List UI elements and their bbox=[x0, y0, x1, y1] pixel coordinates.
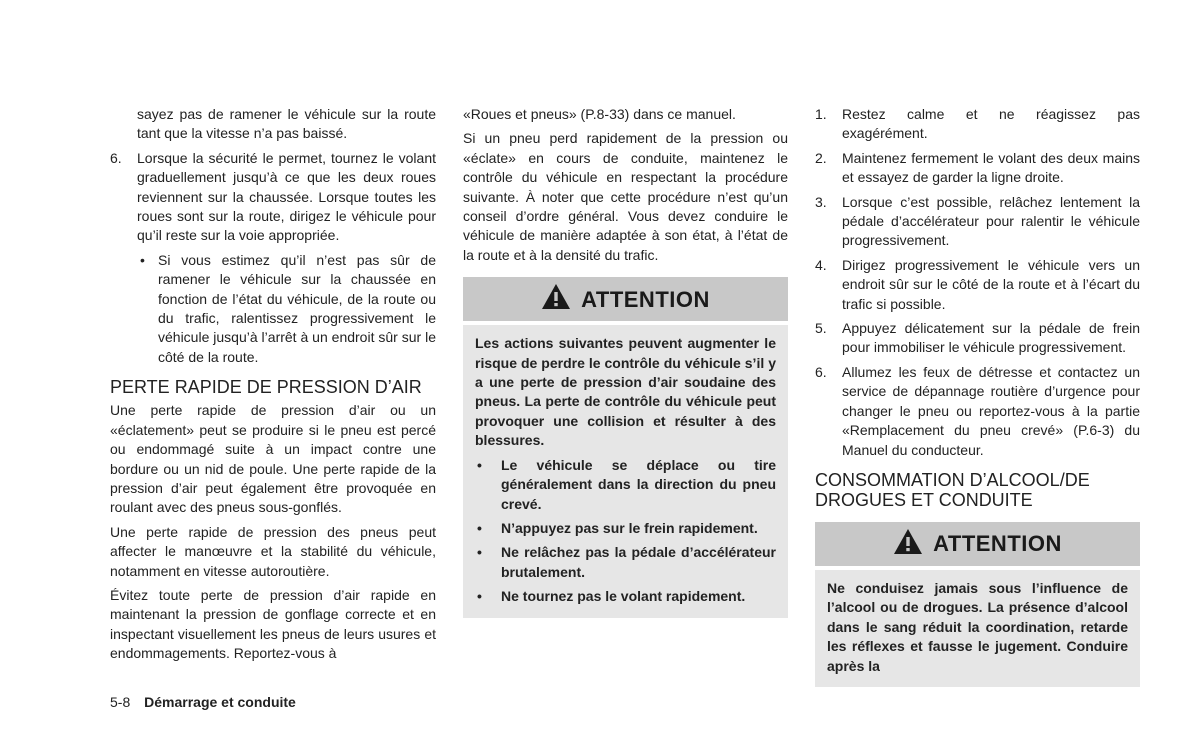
list-item-6 bbox=[815, 363, 1140, 460]
bullet-text: Si vous estimez qu’il n’est pas sûr de ramener le véhicule sur la chaussée en fonction de l’état du véhicule, de la route ou du trafic, ralentissez progressivement le véhicule jusqu’à l’arrêt à un endroit sûr sur le côté de la route. bbox=[158, 251, 436, 365]
warning-bullet-text: Ne relâchez pas la pédale d’accélérateur brutalement. bbox=[501, 544, 776, 580]
section-heading: CONSOMMATION D’ALCOOL/DE DROGUES ET CONDUITE bbox=[815, 469, 1090, 510]
warning-bullet bbox=[475, 519, 776, 538]
list-number: 6. bbox=[815, 363, 827, 380]
list-item-5 bbox=[815, 319, 1140, 358]
warning-intro: Les actions suivantes peuvent augmenter le risque de perdre le contrôle du véhicule s’il y a une perte de pression d’air soudaine des pneus. La perte de contrôle du véhicule peut provoquer une collision et résulter à des blessures. bbox=[475, 335, 776, 449]
warning-bullet-text: N’appuyez pas sur le frein rapidement. bbox=[501, 519, 758, 536]
warning-body bbox=[463, 325, 788, 617]
page-number: 5-8 bbox=[110, 694, 131, 710]
bullet-dot: • bbox=[140, 251, 145, 268]
list-number: 5. bbox=[815, 320, 827, 337]
paragraph: Évitez toute perte de pression d’air rapide en maintenant la pression de gonflage correcte et en inspectant visuellement les pneus de leurs usures et endommagements. Reportez-vous à bbox=[110, 586, 436, 662]
warning-title: ATTENTION bbox=[933, 531, 1062, 557]
list-text: Lorsque c’est possible, relâchez lentement la pédale d’accélérateur pour ralentir le véhicule progressivement. bbox=[842, 193, 1140, 249]
list-text: Maintenez fermement le volant des deux mains et essayez de garder la ligne droite. bbox=[842, 149, 1140, 186]
warning-header bbox=[815, 522, 1140, 566]
warning-text: Ne conduisez jamais sous l’influence de l’alcool ou de drogues. La présence d’alcool dans le sang réduit la coordination, retarde les réflexes et fausse le jugement. Conduire après la bbox=[827, 579, 1128, 674]
warning-bullet-text: Le véhicule se déplace ou tire généralement dans la direction du pneu crevé. bbox=[501, 456, 776, 512]
paragraph: Si un pneu perd rapidement de la pression ou «éclate» en cours de conduite, maintenez le contrôle du véhicule en respectant la procédure suivante. À noter que cette procédure n’est qu’un conseil d’ordre général. Vous devez conduire le véhicule de manière adaptée à son état, à l’état de la route et à la densité du trafic. bbox=[463, 130, 788, 263]
warning-body bbox=[815, 570, 1140, 687]
bullet-dot: • bbox=[477, 544, 482, 561]
warning-bullet bbox=[475, 587, 776, 606]
warning-bullet bbox=[475, 543, 776, 582]
list-text: Allumez les feux de détresse et contactez un service de dépannage routière d’urgence pour changer le pneu ou reportez-vous à la partie «Remplacement du pneu crevé» (P.6-3) du Manuel du conducteur. bbox=[842, 363, 1140, 458]
paragraph: «Roues et pneus» (P.8-33) dans ce manuel. bbox=[463, 106, 736, 122]
list-item-4 bbox=[815, 256, 1140, 314]
list-number: 4. bbox=[815, 256, 827, 273]
paragraph: Une perte rapide de pression d’air ou un «éclatement» peut se produire si le pneu est percé ou endommagé suite à un impact contre une bordure ou un nid de poule. Une perte rapide de la pression d’air peut également être provoquée en roulant avec des pneus sous-gonflés. bbox=[110, 402, 436, 516]
column-3 bbox=[815, 105, 1140, 687]
list-item-1 bbox=[815, 105, 1140, 144]
warning-title: ATTENTION bbox=[581, 286, 710, 312]
list-text: Appuyez délicatement sur la pédale de frein pour immobiliser le véhicule progressivement. bbox=[842, 320, 1140, 356]
paragraph: Une perte rapide de pression des pneus peut affecter le manœuvre et la stabilité du véhicule, notamment en vitesse autoroutière. bbox=[110, 523, 436, 579]
list-number: 2. bbox=[815, 149, 827, 166]
list-number: 1. bbox=[815, 106, 827, 122]
list-number: 3. bbox=[815, 193, 827, 210]
column-2 bbox=[463, 105, 788, 618]
warning-bullet-text: Ne tournez pas le volant rapidement. bbox=[501, 588, 746, 605]
bullet-dot: • bbox=[477, 456, 482, 473]
list-text: Restez calme et ne réagissez pas exagérément. bbox=[842, 106, 1140, 142]
warning-bullet bbox=[475, 456, 776, 514]
page-footer bbox=[110, 692, 296, 712]
warning-triangle-icon bbox=[541, 283, 571, 315]
bullet-dot: • bbox=[477, 588, 482, 605]
warning-header bbox=[463, 277, 788, 321]
list-text: Lorsque la sécurité le permet, tournez le volant graduellement jusqu’à ce que les deux roues reviennent sur la chaussée. Lorsque toutes les roues sont sur la route, dirigez le véhicule pour qu’il reste sur la voie appropriée. bbox=[137, 149, 436, 244]
bullet-item bbox=[137, 251, 436, 367]
list-item-2 bbox=[815, 149, 1140, 188]
list-number: 6. bbox=[110, 149, 122, 166]
list-item-6 bbox=[110, 149, 436, 246]
section-heading: PERTE RAPIDE DE PRESSION D’AIR bbox=[110, 377, 422, 398]
section-title: Démarrage et conduite bbox=[144, 694, 296, 710]
column-1 bbox=[110, 105, 436, 669]
item-5-continuation: sayez pas de ramener le véhicule sur la route tant que la vitesse n’a pas baissé. bbox=[137, 106, 436, 142]
bullet-dot: • bbox=[477, 519, 482, 536]
list-text: Dirigez progressivement le véhicule vers un endroit sûr sur le côté de la route et à l’écart du trafic si possible. bbox=[842, 256, 1140, 312]
warning-triangle-icon bbox=[893, 528, 923, 560]
list-item-3 bbox=[815, 193, 1140, 251]
